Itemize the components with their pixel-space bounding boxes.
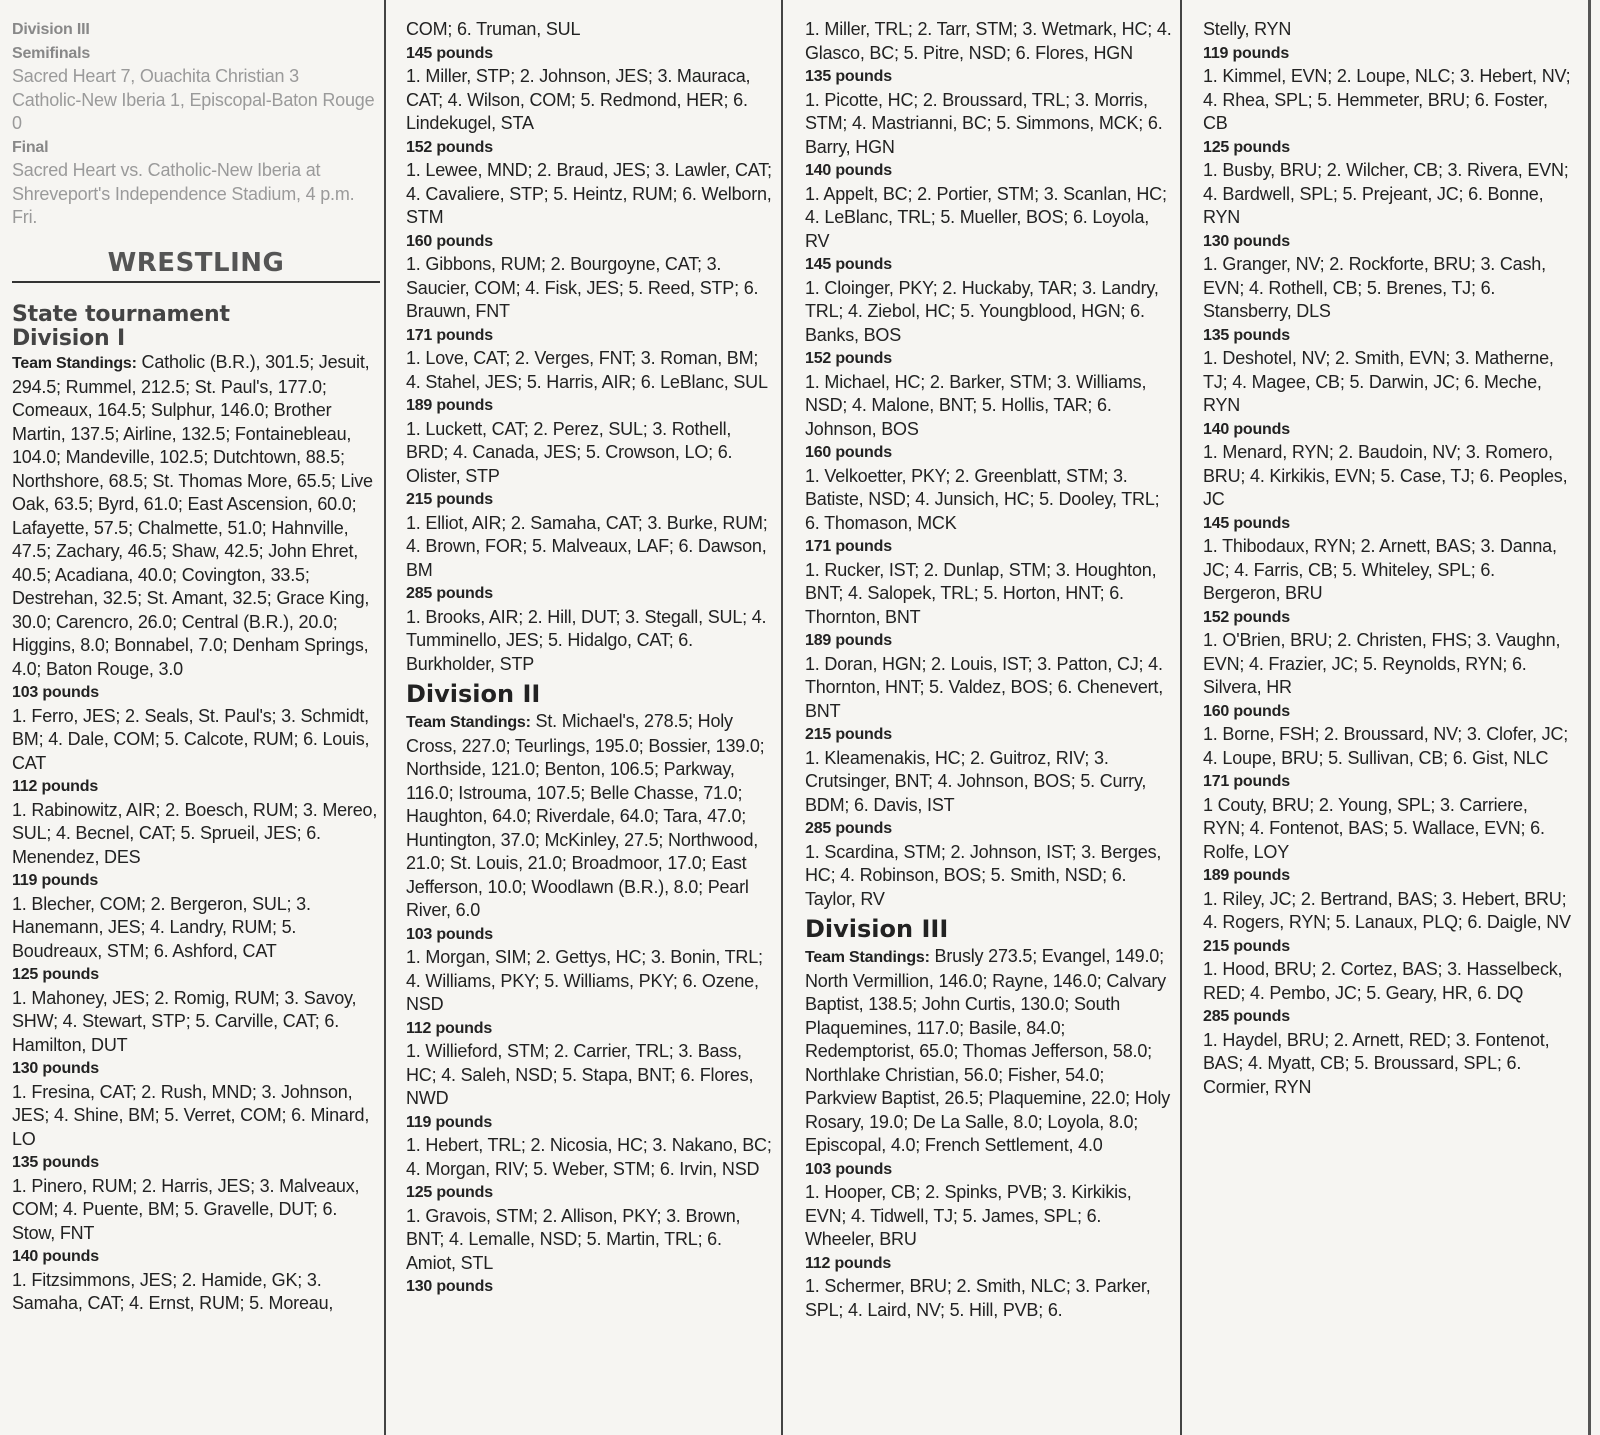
weight-class-heading: 215 pounds xyxy=(805,726,892,743)
weight-class-heading: 171 pounds xyxy=(406,326,493,344)
weight-class-heading: 135 pounds xyxy=(12,1154,99,1171)
weight-class-results: 1. Luckett, CAT; 2. Perez, SUL; 3. Rothell, BRD; 4. Canada, JES; 5. Crowson, LO; 6. Olister, STP xyxy=(406,418,733,486)
final-info: Sacred Heart vs. Catholic-New Iberia at Shreveport's Independence Stadium, 4 p.m. Fri. xyxy=(12,160,355,227)
column-3 xyxy=(805,18,1173,1322)
weight-class-heading: 103 pounds xyxy=(406,925,493,943)
weight-class-heading: 125 pounds xyxy=(12,966,99,983)
weight-class-heading: 135 pounds xyxy=(805,68,892,85)
team-standings-label: Team Standings: xyxy=(406,714,531,731)
column-rule xyxy=(781,0,783,1435)
weight-class-heading: 145 pounds xyxy=(1203,514,1290,532)
weight-class-heading: 215 pounds xyxy=(406,491,493,508)
weight-class-results: 1. Michael, HC; 2. Barker, STM; 3. Williams, NSD; 4. Malone, BNT; 5. Hollis, TAR; 6. Johnson, BOS xyxy=(805,371,1147,439)
weight-class-heading: 145 pounds xyxy=(805,256,892,273)
column-2 xyxy=(406,18,774,1299)
weight-class-heading: 103 pounds xyxy=(12,684,99,701)
weight-class-heading: 119 pounds xyxy=(12,872,99,889)
team-standings-label: Team Standings: xyxy=(805,949,930,966)
weight-class-heading: 130 pounds xyxy=(12,1060,99,1077)
team-standings-label: Team Standings: xyxy=(12,355,137,372)
weight-class-heading: 119 pounds xyxy=(1203,44,1290,62)
semifinal-result: Catholic-New Iberia 1, Episcopal-Baton Rouge 0 xyxy=(12,89,375,133)
weight-class-results: 1. Morgan, SIM; 2. Gettys, HC; 3. Bonin, TRL; 4. Williams, PKY; 5. Williams, PKY; 6. Ozene, NSD xyxy=(406,947,763,1014)
continued-result: Stelly, RYN xyxy=(1203,19,1292,39)
team-standings-text: Catholic (B.R.), 301.5; Jesuit, 294.5; Rummel, 212.5; St. Paul's, 177.0; Comeaux, 164.5; Sulphur, 146.0; Brother Martin, 137.5; Airline, 132.5; Fontainebleau, 104.0; Mandeville, 102.5; Dutchtown, 88.5; Northshore, 68.5; St. Thomas More, 65.5; Live Oak, 63.5; Byrd, 61.0; East Ascension, 60.0; Lafayette, 57.5; Chalmette, 51.0; Hahnville, 47.5; Zachary, 46.5; Shaw, 42.5; John Ehret, 40.5; Acadiana, 40.0; Covington, 33.5; Destrehan, 32.5; St. Amant, 32.5; Grace King, 30.0; Carencro, 26.0; Central (B.R.), 20.0; Higgins, 8.0; Bonnabel, 7.0; Denham Springs, 4.0; Baton Rouge, 3.0 xyxy=(12,352,373,679)
weight-class-results: 1. Willieford, STM; 2. Carrier, TRL; 3. Bass, HC; 4. Saleh, NSD; 5. Stapa, BNT; 6. Flores, NWD xyxy=(406,1041,754,1108)
weight-class-heading: 171 pounds xyxy=(805,538,892,555)
weight-class-heading: 285 pounds xyxy=(805,820,892,837)
weight-class-heading: 145 pounds xyxy=(406,44,493,62)
weight-class-results: 1. Thibodaux, RYN; 2. Arnett, BAS; 3. Danna, JC; 4. Farris, CB; 5. Whiteley, SPL; 6. Bergeron, BRU xyxy=(1203,536,1557,603)
column-4 xyxy=(1203,18,1571,1099)
weight-class-results: 1. Kimmel, EVN; 2. Loupe, NLC; 3. Hebert, NV; 4. Rhea, SPL; 5. Hemmeter, BRU; 6. Foster, CB xyxy=(1203,66,1571,133)
section-title: WRESTLING xyxy=(107,247,285,278)
weight-class-results: 1. Busby, BRU; 2. Wilcher, CB; 3. Rivera, EVN; 4. Bardwell, SPL; 5. Prejeant, JC; 6. Bonne, RYN xyxy=(1203,160,1569,227)
weight-class-results: 1. Scardina, STM; 2. Johnson, IST; 3. Berges, HC; 4. Robinson, BOS; 5. Smith, NSD; 6. Taylor, RV xyxy=(805,841,1162,909)
weight-class-results: 1. Schermer, BRU; 2. Smith, NLC; 3. Parker, SPL; 4. Laird, NV; 5. Hill, PVB; 6. xyxy=(805,1276,1151,1320)
weight-class-list xyxy=(805,65,1173,911)
weight-class-results: 1. Appelt, BC; 2. Portier, STM; 3. Scanlan, HC; 4. LeBlanc, TRL; 5. Mueller, BOS; 6. Loyola, RV xyxy=(805,183,1167,251)
weight-class-results: 1. Ferro, JES; 2. Seals, St. Paul's; 3. Schmidt, BM; 4. Dale, COM; 5. Calcote, RUM; 6. Louis, CAT xyxy=(12,705,370,773)
column-1 xyxy=(12,18,380,1316)
weight-class-results: 1. Lewee, MND; 2. Braud, JES; 3. Lawler, CAT; 4. Cavaliere, STP; 5. Heintz, RUM; 6. Welborn, STM xyxy=(406,160,772,227)
weight-class-results: 1. Picotte, HC; 2. Broussard, TRL; 3. Morris, STM; 4. Mastrianni, BC; 5. Simmons, MCK; 6. Barry, HGN xyxy=(805,89,1163,157)
weight-class-heading: 160 pounds xyxy=(805,444,892,461)
weight-class-heading: 112 pounds xyxy=(406,1019,493,1037)
weight-class-results: 1. Granger, NV; 2. Rockforte, BRU; 3. Cash, EVN; 4. Rothell, CB; 5. Brenes, TJ; 6. Stansberry, DLS xyxy=(1203,254,1546,321)
weight-class-results: 1. Elliot, AIR; 2. Samaha, CAT; 3. Burke, RUM; 4. Brown, FOR; 5. Malveaux, LAF; 6. Dawson, BM xyxy=(406,512,768,580)
weight-class-heading: 119 pounds xyxy=(406,1113,493,1131)
division-title: Division III xyxy=(805,915,949,943)
weight-class-results: 1. Velkoetter, PKY; 2. Greenblatt, STM; 3. Batiste, NSD; 4. Junsich, HC; 5. Dooley, TRL; 6. Thomason, MCK xyxy=(805,465,1160,533)
team-standings xyxy=(805,945,1173,1158)
weight-class-results: 1. Borne, FSH; 2. Broussard, NV; 3. Clofer, JC; 4. Loupe, BRU; 5. Sullivan, CB; 6. Gist, NLC xyxy=(1203,724,1569,768)
weight-class-results: 1. Love, CAT; 2. Verges, FNT; 3. Roman, BM; 4. Stahel, JES; 5. Harris, AIR; 6. LeBlanc, SUL xyxy=(406,348,768,392)
team-standings xyxy=(12,351,380,681)
weight-class-results: 1. Hood, BRU; 2. Cortez, BAS; 3. Hasselbeck, RED; 4. Pembo, JC; 5. Geary, HR, 6. DQ xyxy=(1203,959,1563,1003)
column-rule xyxy=(384,0,386,1435)
weight-class-heading: 189 pounds xyxy=(406,397,493,414)
weight-class-heading: 285 pounds xyxy=(406,585,493,602)
weight-class-results: 1. Riley, JC; 2. Bertrand, BAS; 3. Hebert, BRU; 4. Rogers, RYN; 5. Lanaux, PLQ; 6. Daigle, NV xyxy=(1203,888,1571,932)
weight-class-results: 1. Rabinowitz, AIR; 2. Boesch, RUM; 3. Mereo, SUL; 4. Becnel, CAT; 5. Sprueil, JES; 6. Menendez, DES xyxy=(12,799,378,867)
weight-class-results: 1. O'Brien, BRU; 2. Christen, FHS; 3. Vaughn, EVN; 4. Frazier, JC; 5. Reynolds, RYN; 6. Silvera, HR xyxy=(1203,630,1561,697)
division-title: Division I xyxy=(12,326,125,351)
weight-class-heading: 215 pounds xyxy=(1203,937,1290,955)
column-rule xyxy=(1180,0,1182,1435)
weight-class-results: 1. Deshotel, NV; 2. Smith, EVN; 3. Matherne, TJ; 4. Magee, CB; 5. Darwin, JC; 6. Meche, RYN xyxy=(1203,348,1554,415)
team-standings xyxy=(406,710,774,923)
team-standings-text: Brusly 273.5; Evangel, 149.0; North Vermillion, 146.0; Rayne, 146.0; Calvary Baptist, 138.5; John Curtis, 130.0; South Plaquemines, 117.0; Basile, 84.0; Redemptorist, 65.0; Thomas Jefferson, 58.0; Northlake Christian, 56.0; Fisher, 54.0; Parkview Baptist, 26.5; Plaquemine, 22.0; Holy Rosary, 19.0; De La Salle, 8.0; Loyola, 8.0; Episcopal, 4.0; French Settlement, 4.0 xyxy=(805,946,1170,1155)
weight-class-list xyxy=(406,923,774,1276)
weight-class-results: 1. Blecher, COM; 2. Bergeron, SUL; 3. Hanemann, JES; 4. Landry, RUM; 5. Boudreaux, STM; 6. Ashford, CAT xyxy=(12,893,311,961)
weight-class-heading: 130 pounds xyxy=(406,1278,493,1295)
semifinal-result: Sacred Heart 7, Ouachita Christian 3 xyxy=(12,66,299,86)
weight-class-heading: 152 pounds xyxy=(805,350,892,367)
weight-class-results: 1. Rucker, IST; 2. Dunlap, STM; 3. Houghton, BNT; 4. Salopek, TRL; 5. Horton, HNT; 6. Thornton, BNT xyxy=(805,559,1157,627)
continued-result: 1. Miller, TRL; 2. Tarr, STM; 3. Wetmark, HC; 4. Glasco, BC; 5. Pitre, NSD; 6. Flores, HGN xyxy=(805,19,1172,63)
weight-class-results: 1. Haydel, BRU; 2. Arnett, RED; 3. Fontenot, BAS; 4. Myatt, CB; 5. Broussard, SPL; 6. Cormier, RYN xyxy=(1203,1029,1550,1097)
weight-class-heading: 171 pounds xyxy=(1203,773,1290,790)
section-divider xyxy=(12,281,380,283)
weight-class-results: 1. Hebert, TRL; 2. Nicosia, HC; 3. Nakano, BC; 4. Morgan, RIV; 5. Weber, STM; 6. Irvin, NSD xyxy=(406,1135,772,1179)
continued-result: COM; 6. Truman, SUL xyxy=(406,19,581,39)
weight-class-results: 1 Couty, BRU; 2. Young, SPL; 3. Carriere, RYN; 4. Fontenot, BAS; 5. Wallace, EVN; 6. Rolfe, LOY xyxy=(1203,794,1545,862)
page-edge xyxy=(1588,0,1591,1435)
weight-class-heading: 125 pounds xyxy=(406,1184,493,1201)
weight-class-list xyxy=(406,42,774,677)
weight-class-results: 1. Gibbons, RUM; 2. Bourgoyne, CAT; 3. Saucier, COM; 4. Fisk, JES; 5. Reed, STP; 6. Brauwn, FNT xyxy=(406,254,759,321)
weight-class-results: 1. Fitzsimmons, JES; 2. Hamide, GK; 3. Samaha, CAT; 4. Ernst, RUM; 5. Moreau, xyxy=(12,1269,334,1313)
weight-class-heading: 140 pounds xyxy=(805,162,892,179)
weight-class-list xyxy=(805,1158,1173,1323)
team-standings-text: St. Michael's, 278.5; Holy Cross, 227.0; Teurlings, 195.0; Bossier, 139.0; Northside, 121.0; Benton, 106.5; Parkway, 116.0; Istrouma, 107.5; Belle Chasse, 71.0; Haughton, 64.0; Riverdale, 64.0; Tara, 47.0; Huntington, 37.0; McKinley, 27.5; Northwood, 21.0; St. Louis, 21.0; Broadmoor, 17.0; East Jefferson, 10.0; Woodlawn (B.R.), 8.0; Pearl River, 6.0 xyxy=(406,711,765,920)
weight-class-heading: 285 pounds xyxy=(1203,1008,1290,1025)
weight-class-heading: 103 pounds xyxy=(805,1160,892,1178)
weight-class-heading: 112 pounds xyxy=(805,1254,892,1272)
round-label: Semifinals xyxy=(12,44,91,62)
division-title: Division II xyxy=(406,680,541,708)
weight-class-heading: 152 pounds xyxy=(406,138,493,156)
weight-class-results: 1. Miller, STP; 2. Johnson, JES; 3. Mauraca, CAT; 4. Wilson, COM; 5. Redmond, HER; 6. Lindekugel, STA xyxy=(406,66,751,133)
tournament-title: State tournament xyxy=(12,302,230,327)
weight-class-results: 1. Gravois, STM; 2. Allison, PKY; 3. Brown, BNT; 4. Lemalle, NSD; 5. Martin, TRL; 6. Amiot, STL xyxy=(406,1205,741,1273)
weight-class-results: 1. Hooper, CB; 2. Spinks, PVB; 3. Kirkikis, EVN; 4. Tidwell, TJ; 5. James, SPL; 6. Wheeler, BRU xyxy=(805,1182,1132,1249)
weight-class-results: 1. Brooks, AIR; 2. Hill, DUT; 3. Stegall, SUL; 4. Tumminello, JES; 5. Hidalgo, CAT; 6. Burkholder, STP xyxy=(406,606,767,674)
weight-class-heading: 140 pounds xyxy=(12,1248,99,1265)
weight-class-heading: 189 pounds xyxy=(805,632,892,649)
weight-class-results: 1. Kleamenakis, HC; 2. Guitroz, RIV; 3. Crutsinger, BNT; 4. Johnson, BOS; 5. Curry, BDM; 6. Davis, IST xyxy=(805,747,1147,815)
weight-class-results: 1. Pinero, RUM; 2. Harris, JES; 3. Malveaux, COM; 4. Puente, BM; 5. Gravelle, DUT; 6. Stow, FNT xyxy=(12,1175,360,1243)
weight-class-results: 1. Fresina, CAT; 2. Rush, MND; 3. Johnson, JES; 4. Shine, BM; 5. Verret, COM; 6. Minard, LO xyxy=(12,1081,370,1149)
weight-class-results: 1. Doran, HGN; 2. Louis, IST; 3. Patton, CJ; 4. Thornton, HNT; 5. Valdez, BOS; 6. Chenevert, BNT xyxy=(805,653,1164,721)
faded-football-results xyxy=(12,18,380,230)
weight-class-results: 1. Mahoney, JES; 2. Romig, RUM; 3. Savoy, SHW; 4. Stewart, STP; 5. Carville, CAT; 6. Hamilton, DUT xyxy=(12,987,357,1055)
weight-class-results: 1. Menard, RYN; 2. Baudoin, NV; 3. Romero, BRU; 4. Kirkikis, EVN; 5. Case, TJ; 6. Peoples, JC xyxy=(1203,442,1568,509)
weight-class-heading: 140 pounds xyxy=(1203,420,1290,438)
weight-class-heading: 130 pounds xyxy=(1203,232,1290,250)
weight-class-heading: 152 pounds xyxy=(1203,608,1290,626)
weight-class-list xyxy=(12,681,380,1316)
weight-class-heading: 125 pounds xyxy=(1203,138,1290,156)
weight-class-heading: 160 pounds xyxy=(406,232,493,250)
weight-class-heading: 112 pounds xyxy=(12,778,99,795)
weight-class-heading: 160 pounds xyxy=(1203,702,1290,720)
division-heading: Division III xyxy=(12,21,90,38)
weight-class-list xyxy=(1203,42,1571,1100)
weight-class-heading: 135 pounds xyxy=(1203,326,1290,344)
round-label: Final xyxy=(12,138,49,156)
weight-class-heading: 189 pounds xyxy=(1203,867,1290,884)
weight-class-results: 1. Cloinger, PKY; 2. Huckaby, TAR; 3. Landry, TRL; 4. Ziebol, HC; 5. Youngblood, HGN; 6. Banks, BOS xyxy=(805,277,1159,345)
